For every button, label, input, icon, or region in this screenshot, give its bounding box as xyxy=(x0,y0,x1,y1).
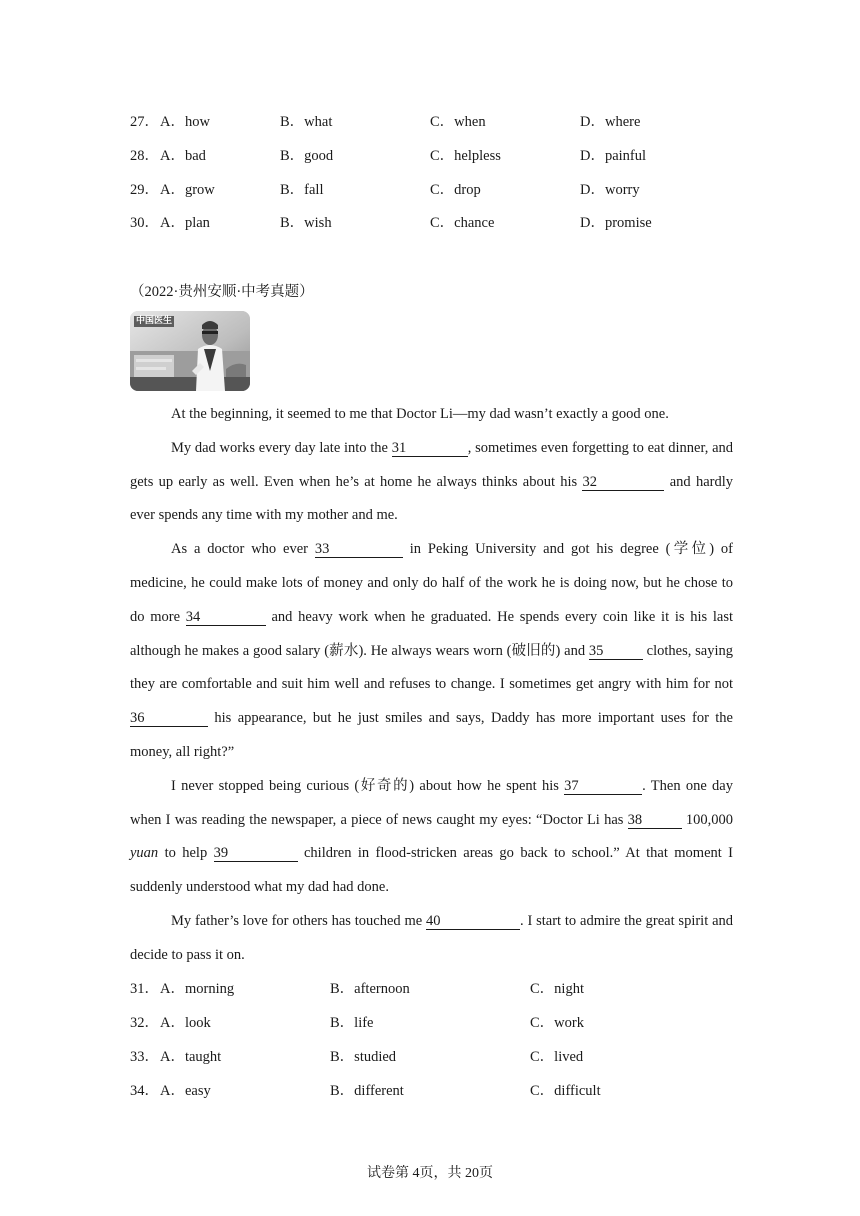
option-d: D．worry xyxy=(580,182,640,198)
blank-35: 35 xyxy=(589,643,643,660)
question-number: 28． xyxy=(130,148,159,164)
option-a: A．how xyxy=(160,114,210,130)
option-c: C．helpless xyxy=(430,148,501,164)
exam-source: （2022·贵州安顺·中考真题） xyxy=(130,284,314,300)
paragraph-5: My father’s love for others has touched me 40 . I start to admire the great spirit and decide to pass it on. xyxy=(130,912,733,963)
option-c: C．chance xyxy=(430,215,495,231)
blank-39: 39 xyxy=(214,845,298,862)
option-b: B．studied xyxy=(330,1049,397,1065)
option-a: A．look xyxy=(160,1015,211,1031)
option-c: C．difficult xyxy=(530,1083,601,1099)
blank-36: 36 xyxy=(130,710,208,727)
option-a: A．easy xyxy=(160,1083,211,1099)
paragraph-1: At the beginning, it seemed to me that Doctor Li—my dad wasn’t exactly a good one. xyxy=(171,406,669,422)
question-number: 29． xyxy=(130,182,159,198)
option-d: D．where xyxy=(580,114,641,130)
option-b: B．what xyxy=(280,114,333,130)
question-number: 30． xyxy=(130,215,159,231)
paragraph-4: I never stopped being curious (好奇的) about how he spent his 37 . Then one day when I was reading the newspaper, a piece of news caught my eyes: “Doctor Li has 38 100,000 yuan to help 39 children in flood-stricken areas go back to school.” At that moment I suddenly understood what my dad had done. xyxy=(130,777,734,896)
option-a: A．bad xyxy=(160,148,206,164)
photo-badge: 中国医生 xyxy=(136,316,173,326)
yuan-italic: yuan xyxy=(130,845,159,862)
option-b: B．afternoon xyxy=(330,981,410,997)
paragraph-2: My dad works every day late into the 31 , sometimes even forgetting to eat dinner, and gets up early as well. Even when he’s at home he always thinks about his 32 and hardly ever spends any time with my mother and me. xyxy=(130,439,734,524)
blank-31: 31 xyxy=(392,440,468,457)
option-b: B．life xyxy=(330,1015,374,1031)
page-footer: 试卷第 4页，共 20页 xyxy=(367,1166,493,1181)
option-b: B．different xyxy=(330,1083,404,1099)
passage xyxy=(130,398,733,973)
blank-33: 33 xyxy=(315,541,403,558)
option-b: B．wish xyxy=(280,215,332,231)
option-a: A．taught xyxy=(160,1049,222,1065)
question-number: 34． xyxy=(130,1083,159,1099)
question-number: 32． xyxy=(130,1015,159,1031)
blank-38: 38 xyxy=(628,812,682,829)
option-a: A．plan xyxy=(160,215,210,231)
option-c: C．night xyxy=(530,981,584,997)
blank-32: 32 xyxy=(582,474,664,491)
option-c: C．work xyxy=(530,1015,584,1031)
question-number: 27． xyxy=(130,114,159,130)
doctor-photo xyxy=(130,311,250,391)
option-b: B．good xyxy=(280,148,334,164)
question-number: 33． xyxy=(130,1049,159,1065)
question-number: 31． xyxy=(130,981,159,997)
blank-40: 40 xyxy=(426,913,520,930)
option-b: B．fall xyxy=(280,182,324,198)
option-a: A．grow xyxy=(160,182,215,198)
blank-34: 34 xyxy=(186,609,266,626)
option-a: A．morning xyxy=(160,981,235,997)
paragraph-3: As a doctor who ever 33 in Peking University and got his degree (学位) of medicine, he could make lots of money and only do half of the work he is doing now, but he chose to do more 34 and heavy work when he graduated. He spends every coin like it is his last although he makes a good salary (薪水). He always wears worn (破旧的) and 35 clothes, saying they are comfortable and suit him well and refuses to change. I sometimes get angry with him for not 36 his appearance, but he just smiles and says, Daddy has more important uses for the money, all right?” xyxy=(130,541,734,760)
option-c: C．drop xyxy=(430,182,481,198)
blank-37: 37 xyxy=(564,778,642,795)
option-d: D．painful xyxy=(580,148,647,164)
option-d: D．promise xyxy=(580,215,652,231)
option-c: C．when xyxy=(430,114,486,130)
option-c: C．lived xyxy=(530,1049,584,1065)
